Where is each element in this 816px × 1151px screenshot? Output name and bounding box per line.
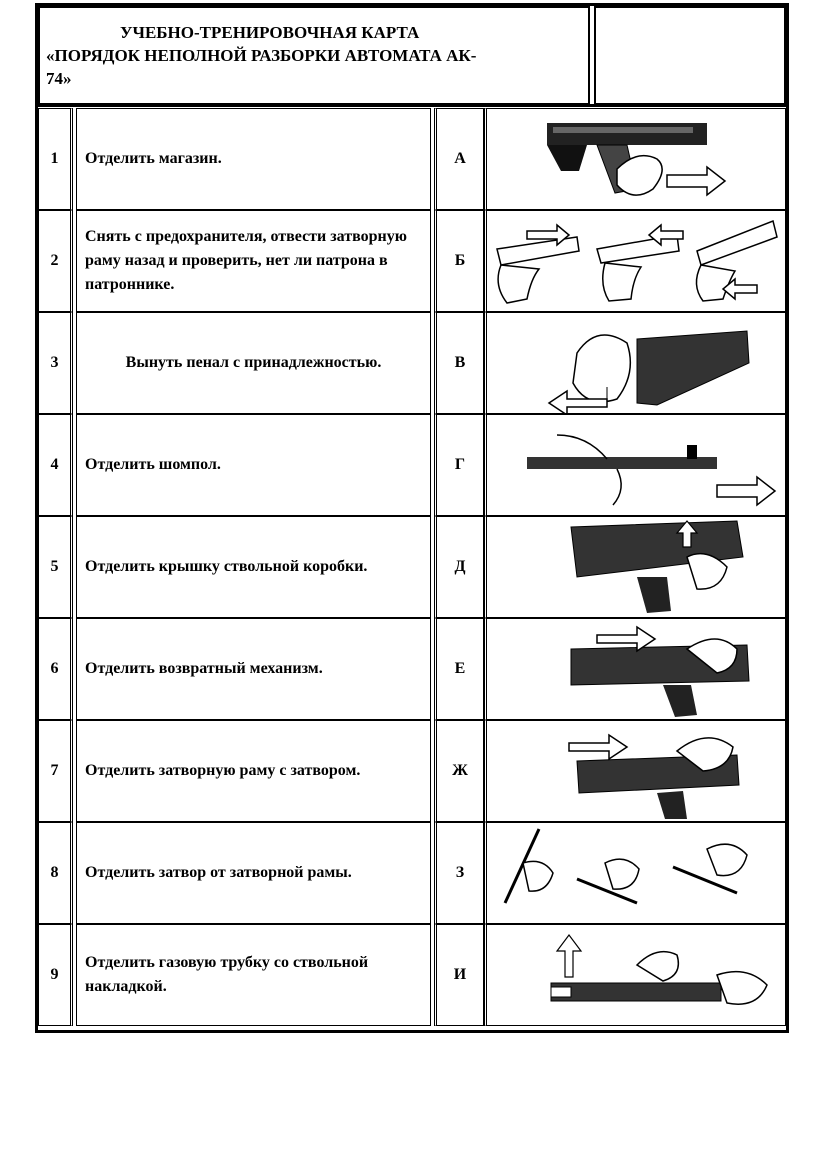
header-divider [38,104,786,107]
table-row [38,108,786,210]
chamber-check-icon [484,210,786,312]
table-row [38,720,786,822]
row-number: 1 [38,108,73,210]
row-action: Отделить газовую трубку со ствольной накладкой. [76,924,431,1026]
receiver-cover-icon [484,516,786,618]
row-letter: Е [434,618,484,720]
row-letter: А [434,108,484,210]
title-line-1: УЧЕБНО-ТРЕНИРОВОЧНАЯ КАРТА [120,23,420,42]
row-action: Отделить шомпол. [76,414,431,516]
row-number: 6 [38,618,73,720]
table-row [38,822,786,924]
row-number: 9 [38,924,73,1026]
title-line-2: «ПОРЯДОК НЕПОЛНОЙ РАЗБОРКИ АВТОМАТА АК- [46,46,477,65]
row-letter: Б [434,210,484,312]
recoil-spring-icon [484,618,786,720]
row-action: Отделить возвратный механизм. [76,618,431,720]
table-row [38,210,786,312]
table-row [38,516,786,618]
row-number: 3 [38,312,73,414]
card-title [38,6,590,105]
header-empty-box [594,6,786,105]
row-letter: Ж [434,720,484,822]
row-action: Отделить затвор от затворной рамы. [76,822,431,924]
table-row [38,414,786,516]
row-letter: З [434,822,484,924]
cleaning-kit-icon [484,312,786,414]
table-row [38,618,786,720]
table-row [38,924,786,1026]
row-number: 4 [38,414,73,516]
row-letter: И [434,924,484,1026]
cleaning-rod-icon [484,414,786,516]
bolt-carrier-icon [484,720,786,822]
row-number: 2 [38,210,73,312]
row-number: 8 [38,822,73,924]
row-action: Отделить затворную раму с затвором. [76,720,431,822]
row-letter: Д [434,516,484,618]
row-action: Вынуть пенал с принадлежностью. [76,312,431,414]
row-number: 7 [38,720,73,822]
magazine-removal-icon [484,108,786,210]
row-action: Отделить магазин. [76,108,431,210]
title-line-3: 74» [46,69,72,88]
row-action: Отделить крышку ствольной коробки. [76,516,431,618]
row-action: Снять с предохранителя, отвести затворную раму назад и проверить, нет ли патрона в патроннике. [76,210,431,312]
row-letter: В [434,312,484,414]
bolt-separation-icon [484,822,786,924]
gas-tube-icon [484,924,786,1026]
table-row [38,312,786,414]
row-number: 5 [38,516,73,618]
row-letter: Г [434,414,484,516]
